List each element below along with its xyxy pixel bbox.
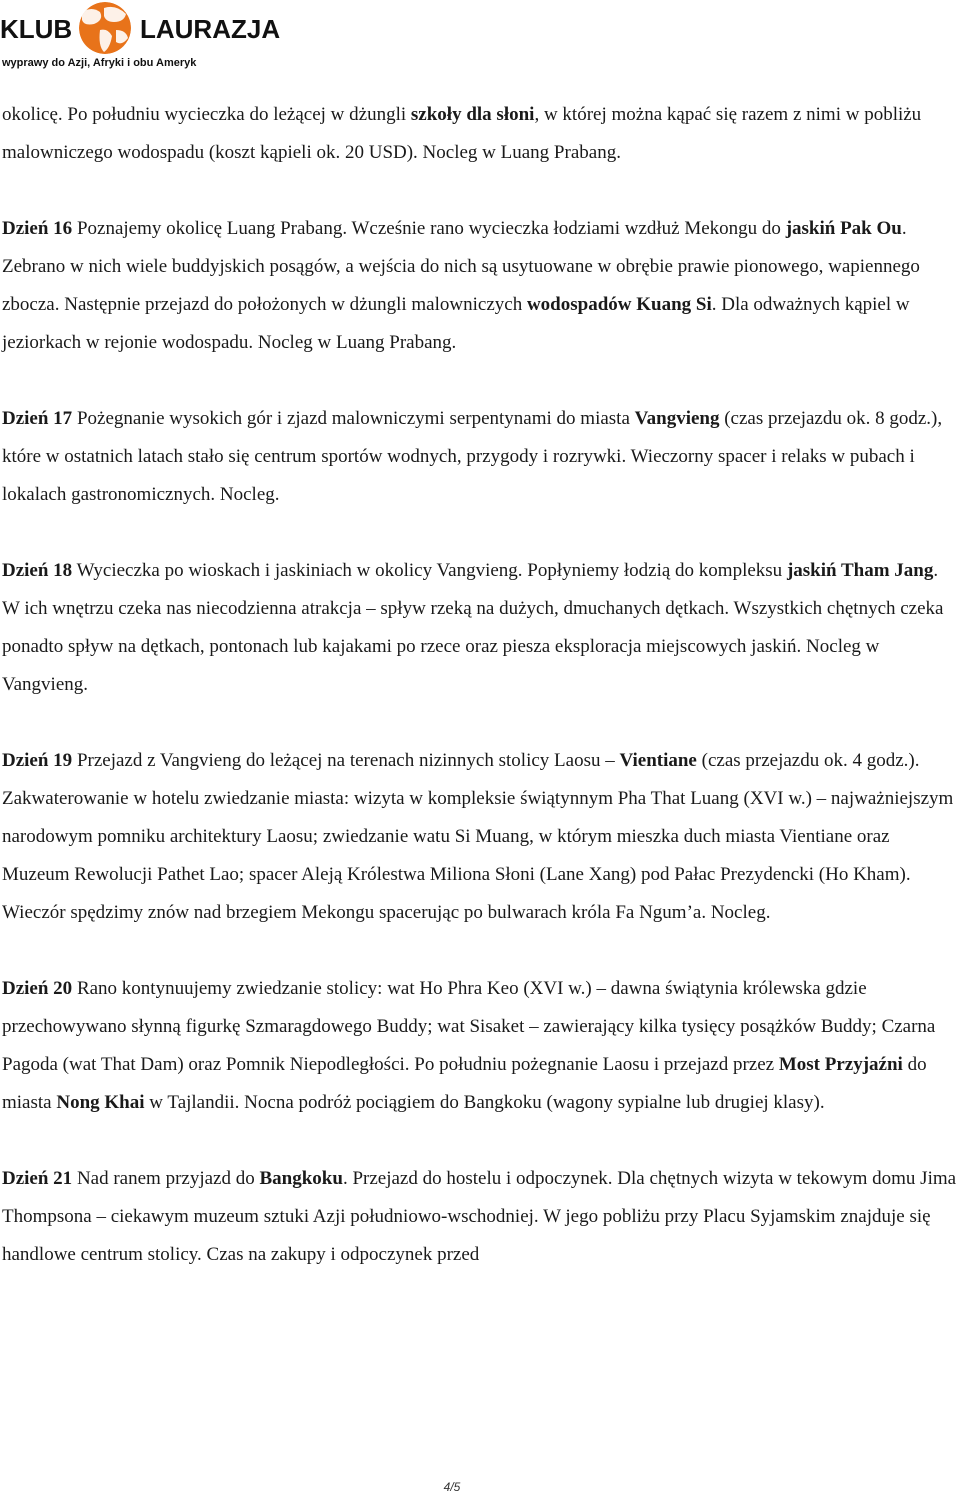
bold-text: Dzień 17 [2,408,73,429]
text-run: (czas przejazdu ok. 4 godz.). Zakwaterowanie w hotelu zwiedzanie miasta: wizyta w kompleksie świątynnym Pha That Luang (XVI w.) – najważniejszym narodowym pomniku architektury Laosu; zwiedzanie watu Si Muang, w którym mieszka duch miasta Vientiane oraz Muzeum Rewolucji Pathet Lao; spacer Aleją Królestwa Miliona Słoni (Lane Xang) pod Pałac Prezydencki (Ho Kham). Wieczór spędzimy znów nad brzegiem Mekongu spacerując po bulwarach króla Fa Ngum’a. Nocleg. [2,750,954,923]
text-run: , w której można kąpać się razem z nimi w pobliżu malowniczego wodospadu (koszt kąpieli ok. 20 USD). Nocleg w Luang Prabang. [2,104,922,163]
paragraph [2,400,958,514]
text-run: Nad ranem przyjazd do [72,1168,260,1189]
bold-text: Bangkoku [259,1168,343,1189]
paragraph [2,210,958,362]
paragraph [2,742,958,932]
text-run: . Dla odważnych kąpiel w jeziorkach w rejonie wodospadu. Nocleg w Luang Prabang. [2,294,910,353]
page-number: 4/5 [443,1480,461,1494]
text-run: . Zebrano w nich wiele buddyjskich posągów, a wejścia do nich są usytuowane w obrębie prawie pionowego, wapiennego zbocza. Następnie przejazd do położonych w dżungli malowniczych [2,218,920,315]
bold-text: Most Przyjaźni [778,1054,903,1075]
bold-text: Dzień 20 [2,978,73,999]
text-run: w Tajlandii. Nocna podróż pociągiem do Bangkoku (wagony sypialne lub drugiej klasy). [144,1092,825,1113]
logo-tagline: wyprawy do Azji, Afryki i obu Ameryk [2,57,197,69]
logo[interactable] [0,0,281,72]
text-run: okolicę. Po południu wycieczka do leżącej w dżungli [2,104,411,125]
paragraph [2,1160,958,1274]
text-run: Rano kontynuujemy zwiedzanie stolicy: wat Ho Phra Keo (XVI w.) – dawna świątynia królewska gdzie przechowywano słynną figurkę Szmaragdowego Buddy; wat Sisaket – zawierający kilka tysięcy posążków Buddy; Czarna Pagoda (wat That Dam) oraz Pomnik Niepodległości. Po południu pożegnanie Laosu i przejazd przez [2,978,936,1075]
bold-text: wodospadów Kuang Si [526,294,712,315]
text-run: Pożegnanie wysokich gór i zjazd malowniczymi serpentynami do miasta [72,408,635,429]
text-run: Przejazd z Vangvieng do leżącej na terenach nizinnych stolicy Laosu – [72,750,620,771]
bold-text: Dzień 19 [2,750,73,771]
bold-text: jaskiń Pak Ou [785,218,902,239]
logo-text-right: LAURAZJA [140,14,281,44]
paragraph [2,96,958,172]
bold-text: Dzień 21 [2,1168,73,1189]
logo-graphic [0,0,281,72]
itinerary-content [2,96,958,1312]
bold-text: szkoły dla słoni [410,104,535,125]
text-run: do miasta [2,1054,927,1113]
paragraph [2,552,958,704]
bold-text: Dzień 16 [2,218,73,239]
text-run: . Przejazd do hostelu i odpoczynek. Dla chętnych wizyta w tekowym domu Jima Thompsona – ciekawym muzeum sztuki Azji południowo-wschodniej. W jego pobliżu przy Placu Syjamskim znajduje się handlowe centrum stolicy. Czas na zakupy i odpoczynek przed [2,1168,957,1265]
bold-text: Vangvieng [634,408,720,429]
bold-text: Dzień 18 [2,560,73,581]
logo-text-left: KLUB [0,14,73,44]
text-run: Wycieczka po wioskach i jaskiniach w okolicy Vangvieng. Popłyniemy łodzią do kompleksu [72,560,787,581]
bold-text: Nong Khai [56,1092,145,1113]
text-run: . W ich wnętrzu czeka nas niecodzienna atrakcja – spływ rzeką na dużych, dmuchanych dętkach. Wszystkich chętnych czeka ponadto spływ na dętkach, pontonach lub kajakami po rzece oraz piesza eksploracja miejscowych jaskiń. Nocleg w Vangvieng. [2,560,944,695]
bold-text: Vientiane [619,750,697,771]
paragraph [2,970,958,1122]
bold-text: jaskiń Tham Jang [786,560,934,581]
text-run: Poznajemy okolicę Luang Prabang. Wcześnie rano wycieczka łodziami wzdłuż Mekongu do [72,218,786,239]
text-run: (czas przejazdu ok. 8 godz.), które w ostatnich latach stało się centrum sportów wodnych, przygody i rozrywki. Wieczorny spacer i relaks w pubach i lokalach gastronomicznych. Nocleg. [2,408,943,505]
